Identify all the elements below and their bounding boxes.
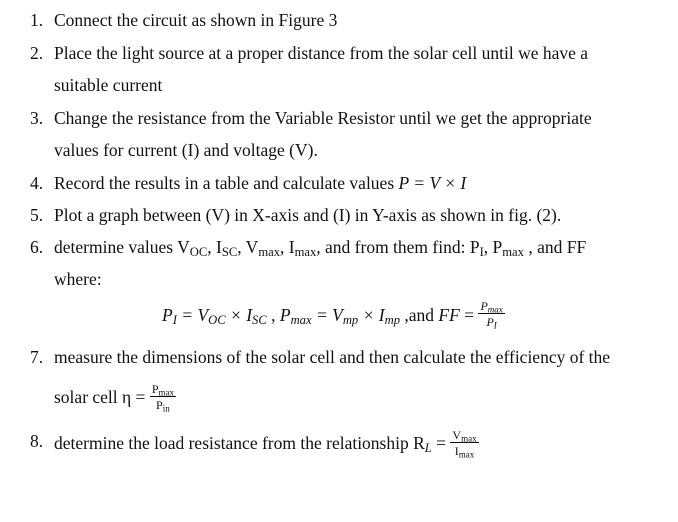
step-text: Connect the circuit as shown in Figure 3 [54,10,338,30]
sub-oc: OC [189,245,208,260]
step-text: measure the dimensions of the solar cell and then calculate the efficiency of the [54,347,611,367]
step-text-body: determine the load resistance from the relationship R [54,433,425,454]
frac-den: P [486,315,494,329]
eq-sym: × I [358,305,385,326]
eq-sym: FF [438,305,460,326]
eq-sym: P [162,305,173,326]
ff-fraction [478,299,504,331]
power-formula: P = V × I [398,173,467,193]
frac-num: P [480,299,488,313]
eq-sym: P [279,305,291,326]
equation-6 [162,299,505,331]
step-number: 6. [30,237,44,257]
eq-sym: = V [311,305,343,326]
eq-sub: OC [208,313,226,328]
sub-max: max [258,245,280,260]
frac-num: P [151,382,159,396]
eq-sym: × I [225,305,253,326]
eq-sub: max [290,313,312,328]
eq-sub: SC [252,313,267,328]
eq-sym: = [431,433,447,454]
step-text: Change the resistance from the Variable Resistor until we get the appropriate [54,108,592,128]
frac-num: V [452,428,462,442]
text-seg: , I [207,237,222,257]
eq-sub: mp [342,313,359,328]
text-seg: , and from them find: P [316,237,480,257]
sub-sc: SC [221,245,238,260]
step-number: 1. [30,10,44,30]
step-number: 7. [30,347,44,367]
step-text [54,237,586,258]
frac-num-sub: max [487,304,503,315]
step-number: 4. [30,173,44,193]
step-text [54,428,479,460]
sub-max: max [502,245,524,260]
step-text-cont [54,382,176,414]
step-number: 5. [30,205,44,225]
frac-den-sub: max [458,449,475,460]
frac-num-sub: max [158,387,174,398]
eq-sub: I [172,313,177,328]
text-seg: , and FF [523,237,587,257]
step-text: Plot a graph between (V) in X-axis and (I) in Y-axis as shown in fig. (2). [54,205,562,225]
frac-den-sub: in [162,403,170,414]
eq-sep: ,and [400,305,439,326]
frac-num-sub: max [461,433,477,444]
eq-sym: = [459,305,475,326]
step-number: 3. [30,108,44,128]
sub-i: I [479,245,484,260]
efficiency-fraction [150,382,176,414]
step-text-cont: where: [54,269,102,289]
frac-den-sub: I [493,320,497,331]
eq-sym: = V [176,305,209,326]
text-seg: , I [280,237,295,257]
step-text-body: Record the results in a table and calculate values [54,173,399,193]
step-text-body: solar cell η = [54,387,146,408]
text-seg: , V [237,237,259,257]
text-seg: , P [483,237,503,257]
step-text-body: determine values V [54,237,190,257]
sub-l: L [424,441,432,456]
step-number: 2. [30,43,44,63]
step-text: Place the light source at a proper distance from the solar cell until we have a [54,43,589,63]
eq-sep: , [266,305,280,326]
frac-den: I [454,444,459,458]
step-text-cont: values for current (I) and voltage (V). [54,140,318,160]
step-number: 8. [30,431,44,451]
sub-max: max [294,245,317,260]
frac-den: P [156,398,163,412]
eq-sub: mp [384,313,401,328]
step-text [54,173,466,194]
load-fraction [450,428,478,460]
step-text-cont: suitable current [54,75,163,95]
